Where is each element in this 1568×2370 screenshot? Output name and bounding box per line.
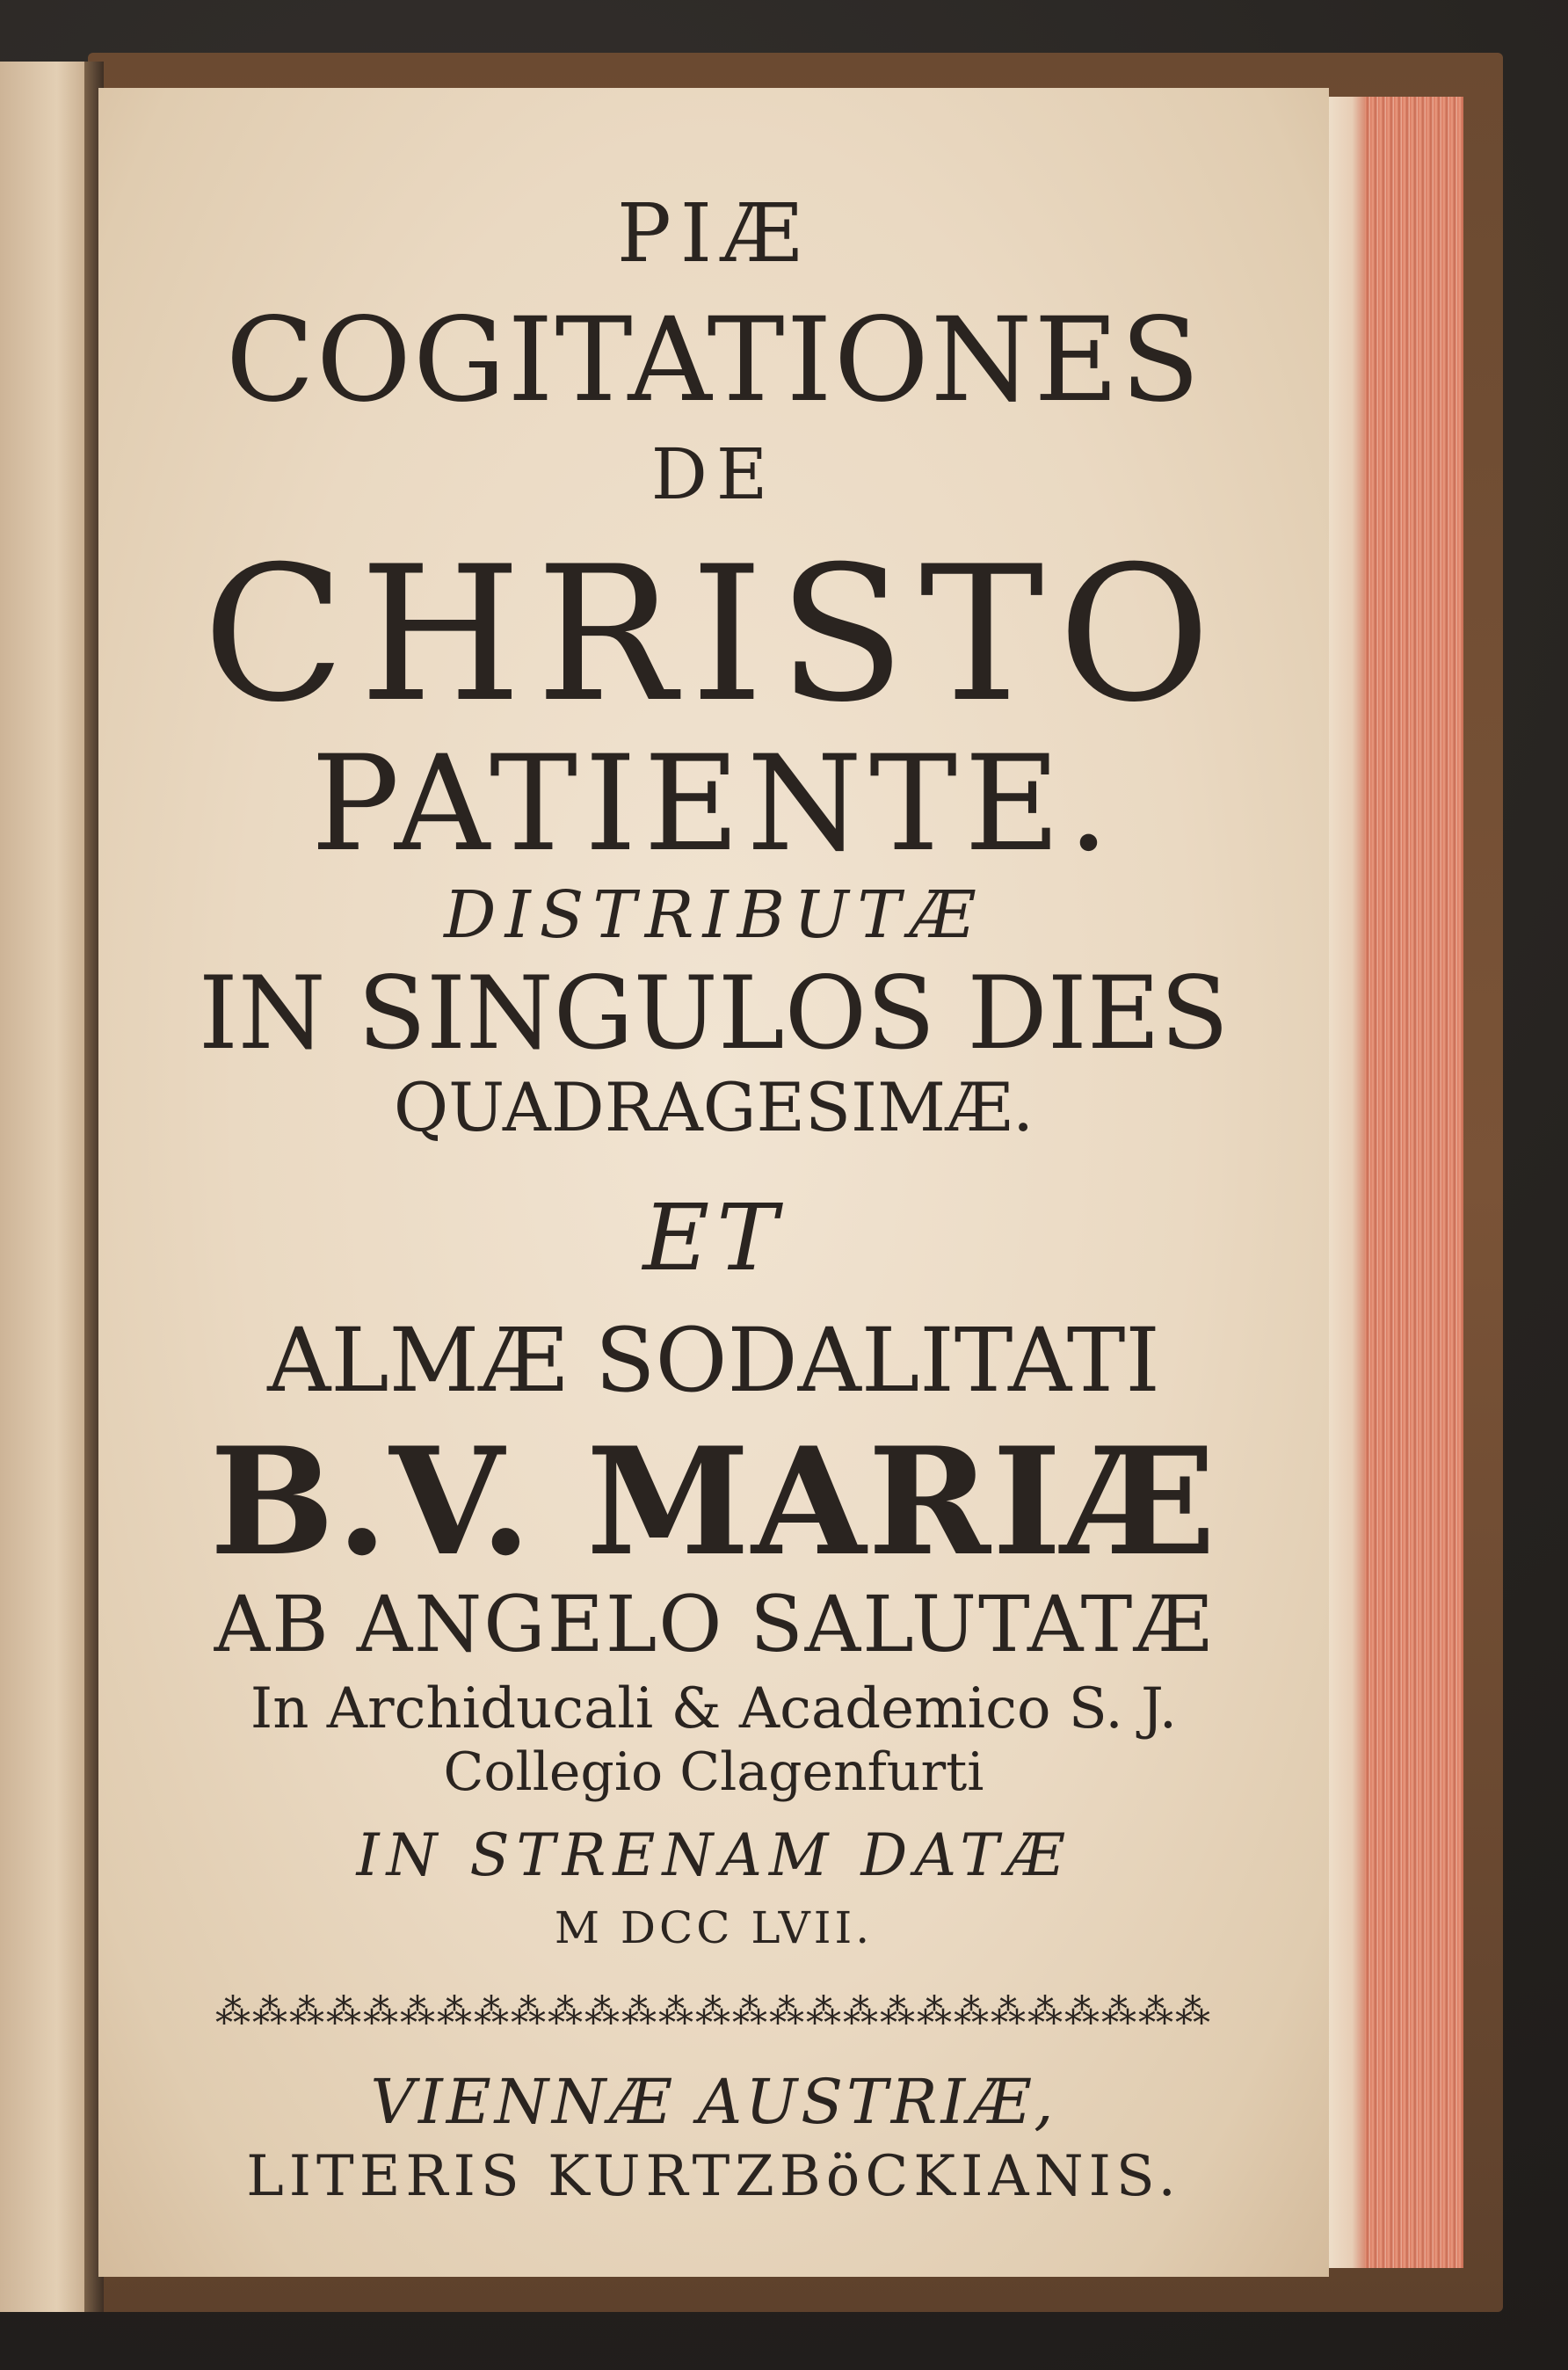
- title-line-bv-mariae: B.V. MARIÆ: [209, 1414, 1218, 1588]
- title-text-block: [98, 186, 1329, 2209]
- title-line-collegio: Collegio Clagenfurti: [443, 1741, 984, 1803]
- title-line-ab-angelo-salutatae: AB ANGELO SALUTATÆ: [214, 1579, 1214, 1669]
- title-line-patiente: PATIENTE.: [310, 728, 1117, 881]
- ornament-rule: ⁂⁂⁂⁂⁂⁂⁂⁂⁂⁂⁂⁂⁂⁂⁂⁂⁂⁂⁂⁂⁂⁂⁂⁂⁂⁂⁂: [215, 1992, 1212, 2032]
- imprint-line-printer: LITERIS KURTZBöCKIANIS.: [246, 2144, 1181, 2209]
- title-line-in-strenam-datae: IN STRENAM DATÆ: [356, 1821, 1071, 1889]
- title-line-year: M DCC LVII.: [554, 1902, 874, 1953]
- imprint-line-viennae: VIENNÆ AUSTRIÆ,: [370, 2066, 1057, 2138]
- title-line-archiducali: In Archiducali & Academico S. J.: [250, 1676, 1178, 1741]
- title-line-quadragesimae: QUADRAGESIMÆ.: [393, 1068, 1034, 1146]
- title-line-de: DE: [650, 433, 777, 515]
- title-line-distributae: DISTRIBUTÆ: [444, 877, 984, 953]
- title-line-christo: CHRISTO: [202, 526, 1225, 743]
- title-line-et: ET: [642, 1184, 785, 1291]
- title-line-almae-sodalitati: ALMÆ SODALITATI: [267, 1309, 1160, 1412]
- title-line-cogitationes: COGITATIONES: [225, 293, 1202, 428]
- title-line-piae: PIÆ: [616, 186, 811, 280]
- page-edge-inner: [1323, 97, 1365, 2268]
- title-line-in-singulos-dies: IN SINGULOS DIES: [198, 955, 1230, 1072]
